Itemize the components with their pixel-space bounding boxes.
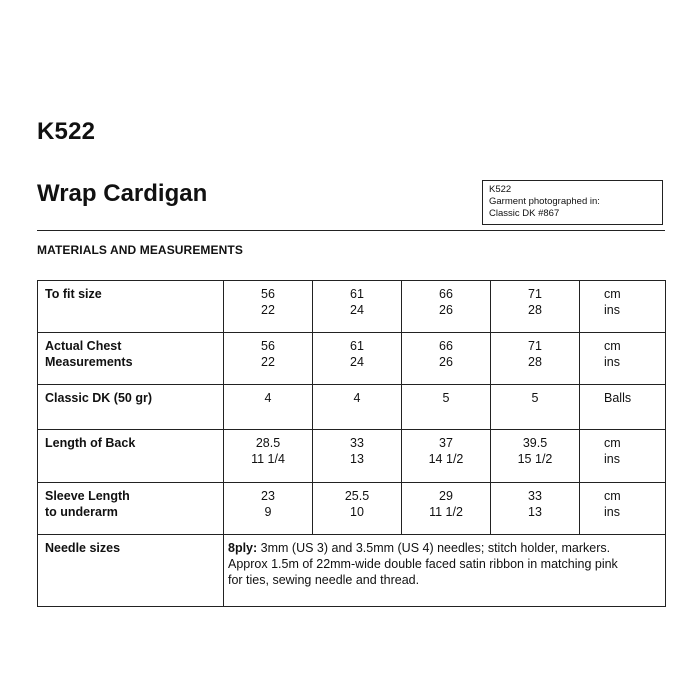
size-2-cell: 33 13 xyxy=(313,430,402,483)
table-row-fit-size xyxy=(38,281,666,333)
needle-sizes-text xyxy=(224,535,666,607)
needle-line-3: for ties, sewing needle and thread. xyxy=(228,573,420,587)
unit-cell: Balls xyxy=(580,385,666,430)
size-4-cell: 33 13 xyxy=(491,483,580,535)
needle-line-2: Approx 1.5m of 22mm-wide double faced satin ribbon in matching pink xyxy=(228,557,618,571)
size-3-cell: 37 14 1/2 xyxy=(402,430,491,483)
garment-info-box xyxy=(482,180,663,225)
header-divider xyxy=(37,230,665,231)
info-box-yarn: Classic DK #867 xyxy=(489,208,560,219)
info-box-photographed-label: Garment photographed in: xyxy=(489,196,600,207)
info-box-code: K522 xyxy=(489,184,512,195)
size-4-cell: 39.5 15 1/2 xyxy=(491,430,580,483)
size-1-cell: 28.5 11 1/4 xyxy=(224,430,313,483)
row-label: To fit size xyxy=(38,281,224,333)
size-4-cell: 5 xyxy=(491,385,580,430)
size-1-cell: 23 9 xyxy=(224,483,313,535)
needle-line-1: 8ply: 3mm (US 3) and 3.5mm (US 4) needles; stitch holder, markers. xyxy=(228,541,611,555)
table-row-sleeve-length xyxy=(38,483,666,535)
unit-cell: cm ins xyxy=(580,483,666,535)
row-label: Actual Chest Measurements xyxy=(38,333,224,385)
size-4-cell: 71 28 xyxy=(491,281,580,333)
row-label: Sleeve Length to underarm xyxy=(38,483,224,535)
size-2-cell: 61 24 xyxy=(313,333,402,385)
needle-sizes-label: Needle sizes xyxy=(38,535,224,607)
size-3-cell: 66 26 xyxy=(402,281,491,333)
size-2-cell: 25.5 10 xyxy=(313,483,402,535)
table-row-needles xyxy=(38,535,666,607)
materials-table xyxy=(37,280,666,607)
size-1-cell: 56 22 xyxy=(224,333,313,385)
size-4-cell: 71 28 xyxy=(491,333,580,385)
size-3-cell: 66 26 xyxy=(402,333,491,385)
pattern-title: Wrap Cardigan xyxy=(37,180,208,207)
pattern-code: K522 xyxy=(37,118,96,145)
size-2-cell: 61 24 xyxy=(313,281,402,333)
size-1-cell: 56 22 xyxy=(224,281,313,333)
size-1-cell: 4 xyxy=(224,385,313,430)
table-row-chest xyxy=(38,333,666,385)
unit-cell: cm ins xyxy=(580,430,666,483)
table-row-back-length xyxy=(38,430,666,483)
unit-cell: cm ins xyxy=(580,281,666,333)
row-label: Length of Back xyxy=(38,430,224,483)
size-2-cell: 4 xyxy=(313,385,402,430)
ply-label: 8ply: xyxy=(228,541,258,555)
table-row-yarn xyxy=(38,385,666,430)
size-3-cell: 5 xyxy=(402,385,491,430)
size-3-cell: 29 11 1/2 xyxy=(402,483,491,535)
unit-cell: cm ins xyxy=(580,333,666,385)
row-label: Classic DK (50 gr) xyxy=(38,385,224,430)
section-heading: MATERIALS AND MEASUREMENTS xyxy=(37,243,243,257)
